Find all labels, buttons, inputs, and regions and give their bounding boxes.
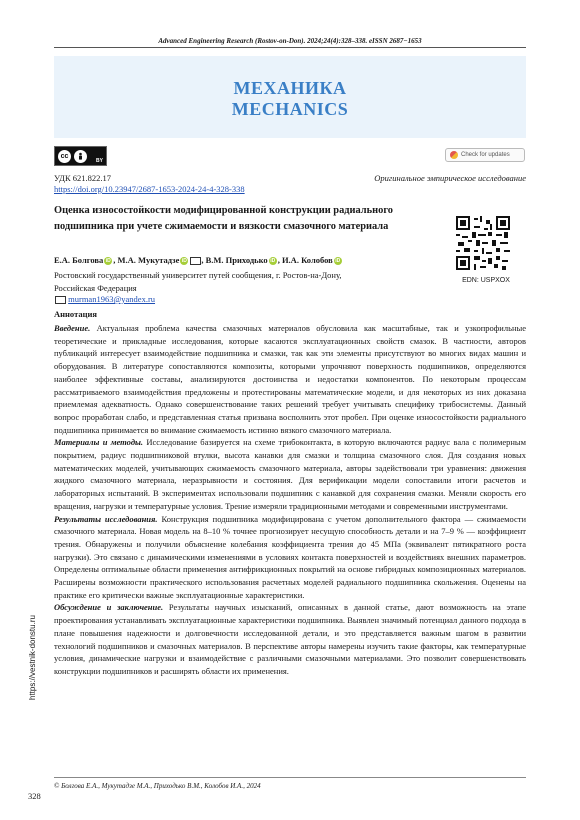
abstract-paragraph	[54, 513, 526, 602]
orcid-icon[interactable]: iD	[270, 258, 276, 265]
paragraph-text: Актуальная проблема качества смазочных материалов обусловила как масштабные, так и узкопрофильные теоретические и прикладные исследования, которые касаются эксплуатационных свойств смазок. В частности, авторов публикаций интересует взаимодействие подшипника и смазки, так как эти элементы присутствуют во многих видах машин и оборудования. В литературе сопоставляются композиты, которыми упрочняют поверхность подшипников, определяются наиболее эффективные составы, анализируются достоинства и недостатки компонентов. По некоторым процессам рассматриваемого взаимодействия предложены и протестированы математические модели, и для некоторых из них доказана приемлемая адекватность. Однако совершенствование таких решений требует учитывать специфику трибосистемы. Данный вопрос проработан слабо, и представленная статья призвана восполнить этот пробел. При оценке износостойкости радиального подшипника принимается во внимание сжимаемость истинно вязкого смазочного материала.	[54, 323, 526, 435]
udc-code: УДК 621.822.17	[54, 173, 112, 183]
qr-code[interactable]	[456, 216, 510, 270]
orcid-icon[interactable]: iD	[181, 258, 187, 265]
paragraph-lead: Введение.	[54, 323, 91, 333]
author-name: В.М. Приходько	[205, 255, 268, 265]
contact-email	[54, 294, 155, 304]
orcid-icon[interactable]: iD	[335, 258, 341, 265]
copyright: © Болгова Е.А., Мукутадзе М.А., Приходько В.М., Колобов И.А., 2024	[54, 782, 261, 790]
abstract-body	[54, 322, 526, 678]
cc-by-license-badge[interactable]	[54, 146, 107, 166]
mail-icon	[55, 296, 66, 304]
section-banner	[54, 56, 526, 138]
check-for-updates-button[interactable]	[445, 148, 525, 162]
author-name: Е.А. Болгова	[54, 255, 104, 265]
section-title-ru: МЕХАНИКА	[233, 78, 347, 98]
abstract-heading: Аннотация	[54, 309, 97, 319]
author-name: М.А. Мукутадзе	[117, 255, 180, 265]
journal-header: Advanced Engineering Research (Rostov-on-Don). 2024;24(4):328–338. eISSN 2687−1653	[158, 37, 422, 45]
author-list: Е.А. Болгова iD , М.А. Мукутадзе iD , В.М. Приходько iD , И.А. Колобов iD	[54, 255, 341, 265]
license-by-label: BY	[96, 158, 103, 164]
abstract-paragraph	[54, 436, 526, 512]
abstract-paragraph	[54, 601, 526, 677]
affiliation: Ростовский государственный университет путей сообщения, г. Ростов-на-Дону, Российская Федерация	[54, 270, 342, 293]
person-icon	[74, 150, 87, 163]
footer-rule	[54, 777, 526, 778]
cc-icon: cc	[58, 150, 71, 163]
article-type: Оригинальное эмпирическое исследование	[374, 173, 526, 183]
check-updates-label: Check for updates	[461, 152, 510, 158]
crossmark-icon	[450, 151, 458, 159]
paragraph-text: Конструкция подшипника модифицирована с учетом дополнительного фактора — сжимаемости смазочного материала. Новая модель на 8–10 % точнее прогнозирует несущую способность детали и на 7–9 % — коэффициент трения. Обнаружены и получили объяснение колебания коэффициента трения до 45 МПа (эквивалент пятикратного роста нагрузки). Это связано с динамическими изменениями в условиях контакта поверхностей и воздействиях внешних параметров. Определены оптимальные области применения антифрикционных покрытий на основе гибридных композиционных материалов. Расширены возможности практического использования расчетных моделей радиального подшипника скольжения. Оценены на практике его критически важные эксплуатационные характеристики.	[54, 513, 526, 600]
edn-code: EDN: USPXOX	[462, 277, 510, 284]
paragraph-lead: Материалы и методы.	[54, 437, 144, 448]
email-link[interactable]: murman1963@yandex.ru	[68, 294, 156, 304]
abstract-paragraph	[54, 322, 526, 436]
paragraph-lead: Результаты исследования.	[54, 513, 158, 524]
doi-link[interactable]: https://doi.org/10.23947/2687-1653-2024-24-4-328-338	[54, 184, 245, 194]
orcid-icon[interactable]: iD	[105, 258, 111, 265]
paragraph-lead: Обсуждение и заключение.	[54, 602, 164, 613]
mail-icon[interactable]	[190, 257, 201, 265]
page-number: 328	[28, 791, 41, 801]
article-title: Оценка износостойкости модифицированной конструкции радиального подшипника при учете сжимаемости и вязкости смазочного материала	[54, 205, 393, 232]
author-name: И.А. Колобов	[281, 255, 333, 265]
paragraph-text: Исследование базируется на схеме трибоконтакта, в которую включаются радиус вала с полимерным покрытием, радиус подшипниковой втулки, высота канавки для смазки и толщина смазочного слоя. Для создания новых математических моделей, учитывающих сжимаемость смазочного материала, авторы задействовали три уравнения: движения жидкого смазочного материала, неразрывности и состояния. Для верификации модели сопоставили итоги расчетов и лабораторных испытаний. В экспериментах использовали подшипник с канавкой для сохранения смазки. Меняли скорость его вращения, нагрузки и температурные условия. Трение измеряли традиционными методами и современными инструментами.	[54, 437, 526, 511]
section-title-en: MECHANICS	[231, 99, 349, 119]
side-url[interactable]: https://vestnik-donstu.ru	[28, 615, 37, 700]
paragraph-text: Результаты научных изысканий, описанных в данной статье, дают возможность на этапе проектирования устанавливать эксплуатационные характеристики подшипника. Выявлен значимый потенциал данного подхода в плане повышения надежности и долговечности исследованной детали, и это представляется важным шагом в развитии технологий подшипников и смазочных материалов. В перспективе авторы намерены изучить такие факторы, как температурные условия, динамические нагрузки и взаимодействие с различными смазочными материалами. Это позволит совершенствовать конструкции подшипников и расширять области их применения.	[54, 602, 527, 676]
header-rule	[54, 47, 526, 48]
